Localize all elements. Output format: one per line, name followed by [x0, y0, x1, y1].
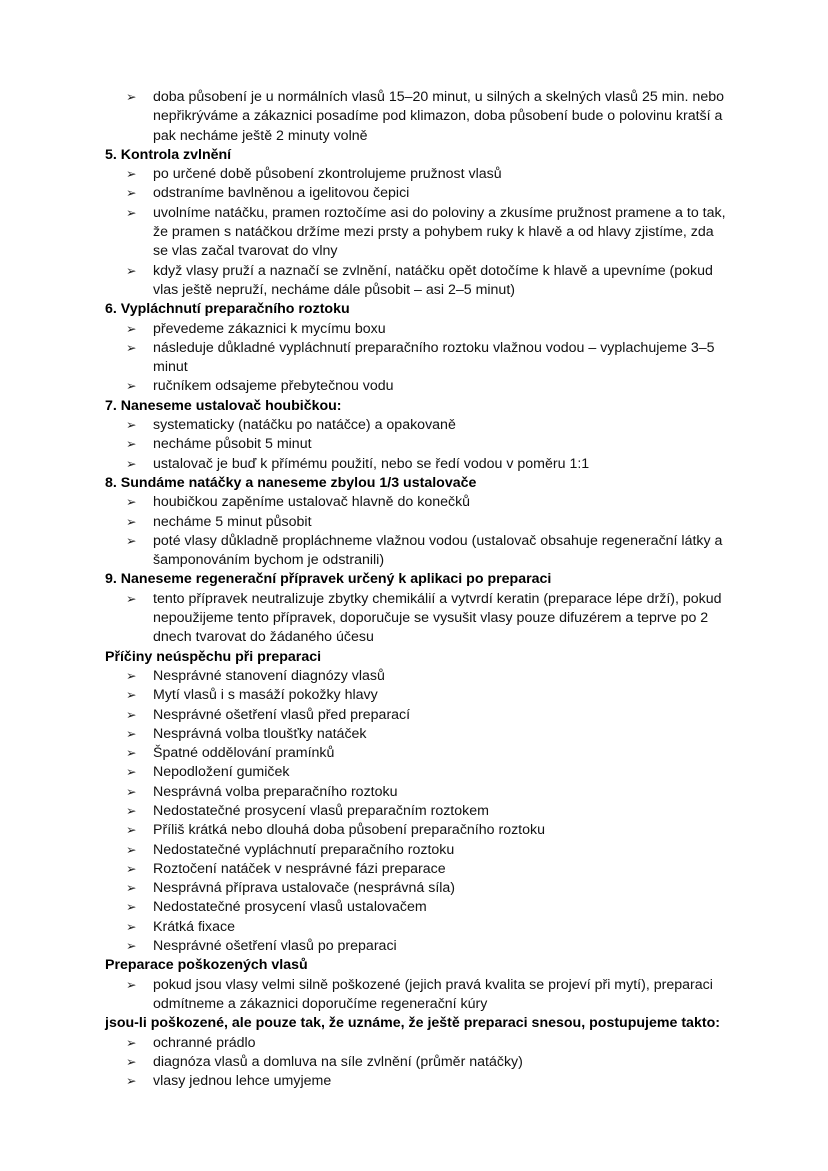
- bullet-item: [105, 435, 730, 454]
- bullet-text: systematicky (natáčku po natáčce) a opakovaně: [153, 417, 456, 434]
- bullet-item: [105, 184, 730, 203]
- bullet-text: Nesprávná volba tloušťky natáček: [153, 725, 367, 742]
- bullet-text: Nesprávné stanovení diagnózy vlasů: [153, 667, 385, 684]
- bullet-text: pokud jsou vlasy velmi silně poškozené (jejich pravá kvalita se projeví při mytí), preparaci odmítneme a zákaznici doporučíme regenerační kúry: [153, 976, 713, 1012]
- arrow-bullet-icon: ➢: [126, 90, 137, 104]
- bullet-item: [105, 339, 730, 378]
- bullet-text: houbičkou zapěníme ustalovač hlavně do konečků: [153, 494, 471, 511]
- arrow-bullet-icon: ➢: [126, 263, 137, 278]
- arrow-bullet-icon: ➢: [126, 533, 137, 548]
- bullet-text: Nedostatečné vypláchnutí preparačního roztoku: [153, 841, 455, 858]
- section: [105, 570, 730, 647]
- bullet-item: [105, 493, 730, 512]
- bullet-item: [105, 416, 730, 435]
- bullet-item: [105, 763, 730, 782]
- bullet-text: vlasy jednou lehce umyjeme: [153, 1073, 332, 1090]
- bullet-item: [105, 513, 730, 532]
- arrow-bullet-icon: ➢: [126, 861, 137, 876]
- arrow-bullet-icon: ➢: [126, 726, 137, 741]
- bullet-item: [105, 860, 730, 879]
- arrow-bullet-icon: ➢: [126, 456, 137, 471]
- arrow-bullet-icon: ➢: [126, 977, 137, 992]
- bullet-item: [105, 1072, 730, 1091]
- section: [105, 1014, 730, 1091]
- bullet-item: [105, 918, 730, 937]
- section: [105, 300, 730, 396]
- bullet-text: po určené době působení zkontrolujeme pružnost vlasů: [153, 166, 502, 183]
- arrow-bullet-icon: ➢: [126, 939, 137, 954]
- bullet-text: Špatné oddělování pramínků: [153, 745, 335, 762]
- arrow-bullet-icon: ➢: [126, 591, 137, 606]
- bullet-item: [105, 667, 730, 686]
- arrow-bullet-icon: ➢: [126, 1074, 137, 1089]
- arrow-bullet-icon: ➢: [126, 379, 137, 394]
- bullet-text: necháme působit 5 minut: [153, 436, 312, 453]
- bullet-text: Nesprávné ošetření vlasů před preparací: [153, 706, 411, 723]
- bullet-text: ustalovač je buď k přímému použití, nebo se ředí vodou v poměru 1:1: [153, 455, 590, 472]
- bullet-text: ručníkem odsajeme přebytečnou vodu: [153, 378, 394, 395]
- arrow-bullet-icon: ➢: [126, 186, 137, 201]
- arrow-bullet-icon: ➢: [126, 437, 137, 452]
- section-heading: 5. Kontrola zvlnění: [105, 146, 232, 163]
- bullet-item: [105, 1034, 730, 1053]
- bullet-item: [105, 725, 730, 744]
- arrow-bullet-icon: ➢: [126, 340, 137, 355]
- section: [105, 397, 730, 474]
- bullet-text: Nesprávná volba preparačního roztoku: [153, 783, 398, 800]
- bullet-item: [105, 165, 730, 184]
- bullet-text: Nepodložení gumiček: [153, 764, 290, 781]
- bullet-item: [105, 937, 730, 956]
- section-heading: 6. Vypláchnutí preparačního roztoku: [105, 301, 350, 318]
- bullet-item: [105, 1053, 730, 1072]
- section-heading: 7. Naneseme ustalovač houbičkou:: [105, 397, 342, 414]
- bullet-item: [105, 898, 730, 917]
- bullet-text: odstraníme bavlněnou a igelitovou čepici: [153, 185, 410, 202]
- bullet-text: Nedostatečné prosycení vlasů ustalovačem: [153, 899, 427, 916]
- bullet-item: [105, 879, 730, 898]
- bullet-item: [105, 686, 730, 705]
- bullet-text: diagnóza vlasů a domluva na síle zvlnění (průměr natáčky): [153, 1053, 523, 1070]
- section: [105, 956, 730, 1014]
- document-content: [105, 88, 730, 1091]
- bullet-item: [105, 744, 730, 763]
- bullet-text: Nesprávné ošetření vlasů po preparaci: [153, 938, 397, 955]
- arrow-bullet-icon: ➢: [126, 842, 137, 857]
- arrow-bullet-icon: ➢: [126, 1035, 137, 1050]
- arrow-bullet-icon: ➢: [126, 803, 137, 818]
- arrow-bullet-icon: ➢: [126, 919, 137, 934]
- bullet-item: [105, 590, 730, 648]
- arrow-bullet-icon: ➢: [126, 668, 137, 683]
- section-heading: 9. Naneseme regenerační přípravek určený k aplikaci po preparaci: [105, 571, 552, 588]
- section: [105, 146, 730, 300]
- arrow-bullet-icon: ➢: [126, 746, 137, 761]
- arrow-bullet-icon: ➢: [126, 707, 137, 722]
- bullet-text: Roztočení natáček v nesprávné fázi preparace: [153, 860, 446, 877]
- bullet-text: tento přípravek neutralizuje zbytky chemikálií a vytvrdí keratin (preparace lépe drží), pokud nepoužijeme tento přípravek, doporučuje se vysušit vlasy pouze difuzérem a teprve po 2 dnech tvarovat do žádaného účesu: [153, 590, 722, 646]
- bullet-text: Nesprávná příprava ustalovače (nesprávná síla): [153, 880, 456, 897]
- bullet-text: Mytí vlasů i s masáží pokožky hlavy: [153, 687, 378, 704]
- arrow-bullet-icon: ➢: [126, 784, 137, 799]
- arrow-bullet-icon: ➢: [126, 881, 137, 896]
- arrow-bullet-icon: ➢: [126, 514, 137, 529]
- bullet-item: [105, 377, 730, 396]
- section: [105, 648, 730, 957]
- arrow-bullet-icon: ➢: [126, 495, 137, 510]
- bullet-item: [105, 976, 730, 1015]
- bullet-item: [105, 841, 730, 860]
- arrow-bullet-icon: ➢: [126, 900, 137, 915]
- section-heading: Příčiny neúspěchu při preparaci: [105, 648, 322, 665]
- bullet-text: necháme 5 minut působit: [153, 513, 312, 530]
- bullet-item: [105, 532, 730, 571]
- bullet-text: Krátká fixace: [153, 918, 236, 935]
- arrow-bullet-icon: ➢: [126, 205, 137, 220]
- arrow-bullet-icon: ➢: [126, 765, 137, 780]
- bullet-text: uvolníme natáčku, pramen roztočíme asi do poloviny a zkusíme pružnost pramene a to tak, že pramen s natáčkou držíme mezi prsty a pohybem ruky k hlavě a od hlavy zjistíme, zda se vlas začal tvarovat do vlny: [153, 204, 726, 260]
- arrow-bullet-icon: ➢: [126, 1054, 137, 1069]
- section-heading: jsou-li poškozené, ale pouze tak, že uznáme, že ještě preparaci snesou, postupujeme takto:: [105, 1015, 720, 1032]
- bullet-item: [105, 204, 730, 262]
- arrow-bullet-icon: ➢: [126, 418, 137, 433]
- arrow-bullet-icon: ➢: [126, 167, 137, 182]
- bullet-item: [105, 783, 730, 802]
- section: [105, 88, 730, 146]
- bullet-text: doba působení je u normálních vlasů 15–20 minut, u silných a skelných vlasů 25 min. nebo nepřikrýváme a zákaznici posadíme pod klimazon, doba působení bude o polovinu kratší a pak necháme ještě 2 minuty volně: [153, 89, 724, 144]
- bullet-text: Příliš krátká nebo dlouhá doba působení preparačního roztoku: [153, 822, 545, 839]
- bullet-text: ochranné prádlo: [153, 1034, 256, 1051]
- bullet-item: [105, 320, 730, 339]
- bullet-text: když vlasy pruží a naznačí se zvlnění, natáčku opět dotočíme k hlavě a upevníme (pokud vlas ještě nepruží, necháme dále působit – asi 2–5 minut): [153, 262, 713, 298]
- bullet-item: [105, 262, 730, 301]
- bullet-item: [105, 802, 730, 821]
- bullet-item: [105, 455, 730, 474]
- bullet-text: následuje důkladné vypláchnutí preparačního roztoku vlažnou vodou – vyplachujeme 3–5 minut: [153, 339, 715, 376]
- section: [105, 474, 730, 570]
- bullet-item: [105, 706, 730, 725]
- arrow-bullet-icon: ➢: [126, 321, 137, 336]
- bullet-text: Nedostatečné prosycení vlasů preparačním roztokem: [153, 802, 489, 819]
- bullet-item: [105, 821, 730, 840]
- bullet-text: převedeme zákaznici k mycímu boxu: [153, 320, 386, 337]
- bullet-text: poté vlasy důkladně propláchneme vlažnou vodou (ustalovač obsahuje regenerační látky a šamponováním bychom je odstranili): [153, 532, 723, 569]
- bullet-item: [105, 88, 730, 146]
- section-heading: Preparace poškozených vlasů: [105, 957, 308, 974]
- section-heading: 8. Sundáme natáčky a naneseme zbylou 1/3 ustalovače: [105, 474, 477, 491]
- arrow-bullet-icon: ➢: [126, 823, 137, 838]
- arrow-bullet-icon: ➢: [126, 688, 137, 703]
